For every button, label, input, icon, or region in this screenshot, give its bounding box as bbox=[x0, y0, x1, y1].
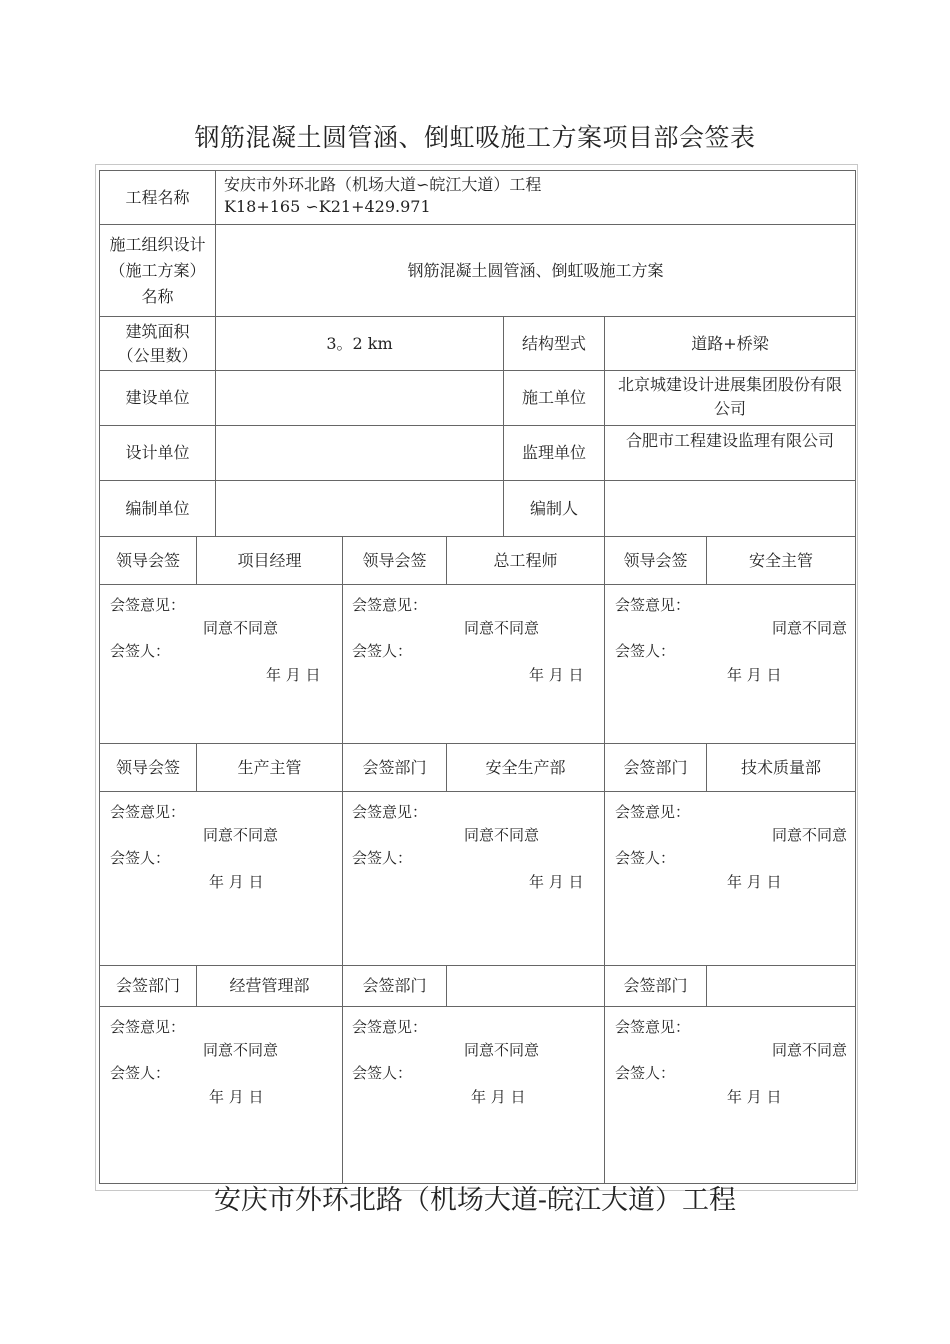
project-name-label: 工程名称 bbox=[99, 170, 216, 225]
date-field: 年 月 日 bbox=[727, 1088, 782, 1106]
signer-label: 会签人： bbox=[615, 849, 676, 867]
area-label-line1: 建筑面积 bbox=[125, 321, 190, 341]
area-label-line2: （公里数） bbox=[117, 345, 198, 365]
sign-label: 会签部门 bbox=[604, 965, 707, 1007]
sign-label: 会签部门 bbox=[342, 965, 447, 1007]
sign-label: 领导会签 bbox=[99, 743, 197, 792]
area-label bbox=[99, 316, 216, 371]
plan-name-value: 钢筋混凝土圆管涵、倒虹吸施工方案 bbox=[215, 224, 856, 317]
date-field: 年 月 日 bbox=[529, 666, 584, 684]
sign-role: 总工程师 bbox=[446, 536, 605, 585]
sign-role: 经营管理部 bbox=[196, 965, 343, 1007]
date-field: 年 月 日 bbox=[266, 666, 321, 684]
signer-label: 会签人： bbox=[615, 642, 676, 660]
supervisor-value: 合肥市工程建设监理有限公司 bbox=[604, 425, 856, 481]
plan-label-line2: （施工方案） bbox=[109, 260, 206, 280]
compiler-unit-label: 编制单位 bbox=[99, 480, 216, 537]
sign-box bbox=[342, 791, 605, 966]
opinion-label: 会签意见： bbox=[352, 1018, 428, 1036]
date-field: 年 月 日 bbox=[471, 1088, 526, 1106]
sign-label: 会签部门 bbox=[342, 743, 447, 792]
signer-label: 会签人： bbox=[110, 642, 171, 660]
sign-role bbox=[706, 965, 856, 1007]
plan-name-label bbox=[99, 224, 216, 317]
signer-label: 会签人： bbox=[352, 642, 413, 660]
opinion-label: 会签意见： bbox=[110, 803, 186, 821]
agree-options: 同意不同意 bbox=[772, 826, 848, 844]
sign-label: 领导会签 bbox=[342, 536, 447, 585]
compiler-value bbox=[604, 480, 856, 537]
project-name-line2: K18+165 ∽K21+429.971 bbox=[224, 197, 431, 216]
sign-role: 项目经理 bbox=[196, 536, 343, 585]
sign-label: 会签部门 bbox=[604, 743, 707, 792]
date-field: 年 月 日 bbox=[727, 873, 782, 891]
sign-box bbox=[604, 584, 856, 744]
footer-project-title: 安庆市外环北路（机场大道-皖江大道）工程 bbox=[213, 1185, 737, 1216]
agree-options: 同意不同意 bbox=[464, 1041, 540, 1059]
owner-value bbox=[215, 370, 504, 426]
supervisor-label: 监理单位 bbox=[503, 425, 605, 481]
sign-box bbox=[604, 1006, 856, 1184]
designer-label: 设计单位 bbox=[99, 425, 216, 481]
sign-box bbox=[99, 584, 343, 744]
area-value: 3。2 km bbox=[215, 316, 504, 371]
signer-label: 会签人： bbox=[110, 849, 171, 867]
sign-box bbox=[342, 584, 605, 744]
agree-options: 同意不同意 bbox=[772, 1041, 848, 1059]
sign-role: 技术质量部 bbox=[706, 743, 856, 792]
sign-role: 生产主管 bbox=[196, 743, 343, 792]
opinion-label: 会签意见： bbox=[615, 596, 691, 614]
agree-options: 同意不同意 bbox=[772, 619, 848, 637]
opinion-label: 会签意见： bbox=[615, 803, 691, 821]
plan-label-line1: 施工组织设计 bbox=[109, 234, 206, 254]
opinion-label: 会签意见： bbox=[110, 1018, 186, 1036]
plan-label-line3: 名称 bbox=[141, 286, 174, 306]
opinion-label: 会签意见： bbox=[352, 803, 428, 821]
agree-options: 同意不同意 bbox=[464, 826, 540, 844]
opinion-label: 会签意见： bbox=[352, 596, 428, 614]
structure-label: 结构型式 bbox=[503, 316, 605, 371]
sign-label: 会签部门 bbox=[99, 965, 197, 1007]
date-field: 年 月 日 bbox=[209, 873, 264, 891]
date-field: 年 月 日 bbox=[727, 666, 782, 684]
compiler-unit-value bbox=[215, 480, 504, 537]
sign-label: 领导会签 bbox=[604, 536, 707, 585]
compiler-label: 编制人 bbox=[503, 480, 605, 537]
signer-label: 会签人： bbox=[615, 1064, 676, 1082]
opinion-label: 会签意见： bbox=[110, 596, 186, 614]
sign-box bbox=[99, 791, 343, 966]
sign-role bbox=[446, 965, 605, 1007]
date-field: 年 月 日 bbox=[529, 873, 584, 891]
document-title: 钢筋混凝土圆管涵、倒虹吸施工方案项目部会签表 bbox=[194, 123, 756, 152]
sign-role: 安全生产部 bbox=[446, 743, 605, 792]
agree-options: 同意不同意 bbox=[203, 1041, 279, 1059]
contractor-value: 北京城建设计进展集团股份有限公司 bbox=[604, 370, 856, 426]
project-name-line1: 安庆市外环北路（机场大道∽皖江大道）工程 bbox=[224, 175, 542, 194]
sign-label: 领导会签 bbox=[99, 536, 197, 585]
sign-box bbox=[99, 1006, 343, 1184]
sign-box bbox=[604, 791, 856, 966]
project-name-value bbox=[215, 170, 856, 225]
sign-role: 安全主管 bbox=[706, 536, 856, 585]
signer-label: 会签人： bbox=[110, 1064, 171, 1082]
signer-label: 会签人： bbox=[352, 849, 413, 867]
owner-label: 建设单位 bbox=[99, 370, 216, 426]
opinion-label: 会签意见： bbox=[615, 1018, 691, 1036]
contractor-label: 施工单位 bbox=[503, 370, 605, 426]
agree-options: 同意不同意 bbox=[203, 826, 279, 844]
designer-value bbox=[215, 425, 504, 481]
agree-options: 同意不同意 bbox=[203, 619, 279, 637]
date-field: 年 月 日 bbox=[209, 1088, 264, 1106]
signer-label: 会签人： bbox=[352, 1064, 413, 1082]
structure-value: 道路+桥梁 bbox=[604, 316, 856, 371]
sign-box bbox=[342, 1006, 605, 1184]
agree-options: 同意不同意 bbox=[464, 619, 540, 637]
